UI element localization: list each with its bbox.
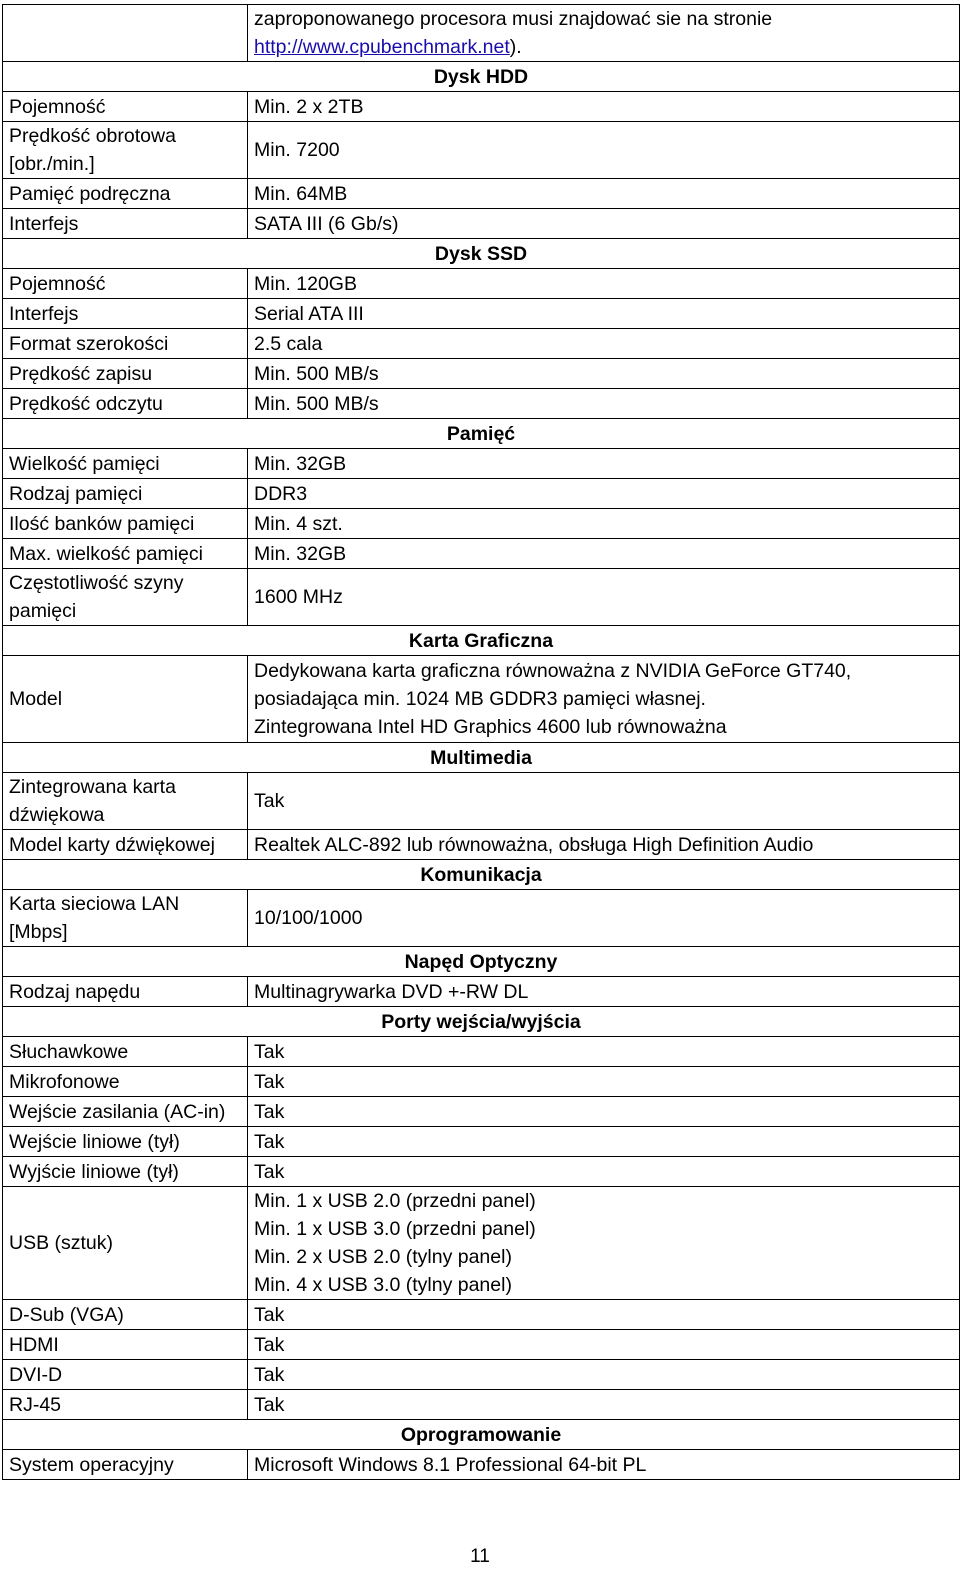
table-row [3,656,960,743]
section-title-memory: Pamięć [3,419,960,449]
row-label: Wejście zasilania (AC-in) [3,1097,248,1127]
table-row [3,1330,960,1360]
table-row [3,329,960,359]
table-row [3,389,960,419]
section-row [3,239,960,269]
table-row [3,977,960,1007]
row-label: Prędkość odczytu [3,389,248,419]
row-label: Pojemność [3,269,248,299]
table-row [3,773,960,830]
row-label: Wielkość pamięci [3,449,248,479]
section-title-gpu: Karta Graficzna [3,626,960,656]
row-label: HDMI [3,1330,248,1360]
row-label: System operacyjny [3,1450,248,1480]
row-label: Wejście liniowe (tył) [3,1127,248,1157]
row-value [248,656,960,743]
row-value: Min. 2 x 2TB [248,92,960,122]
row-value [248,1187,960,1300]
table-row [3,890,960,947]
table-row [3,92,960,122]
page-number: 11 [470,1546,490,1567]
row-value: SATA III (6 Gb/s) [248,209,960,239]
empty-label-cell [3,5,248,62]
row-value: Min. 7200 [248,122,960,179]
row-value: Tak [248,1360,960,1390]
section-row [3,1420,960,1450]
table-row [3,359,960,389]
usb-line: Min. 2 x USB 2.0 (tylny panel) [254,1246,512,1268]
row-label: Model [3,656,248,743]
row-value: Tak [248,1300,960,1330]
row-label: Model karty dźwiękowej [3,830,248,860]
section-title-optical: Napęd Optyczny [3,947,960,977]
row-label: Pamięć podręczna [3,179,248,209]
row-label: Format szerokości [3,329,248,359]
row-value: Tak [248,1067,960,1097]
row-label: Interfejs [3,299,248,329]
table-row [3,830,960,860]
table-row [3,569,960,626]
row-value: 10/100/1000 [248,890,960,947]
intro-text-after: ). [509,36,522,58]
table-row [3,1157,960,1187]
table-row [3,1067,960,1097]
intro-text: zaproponowanego procesora musi znajdować sie na stronie [254,8,773,30]
section-title-multimedia: Multimedia [3,743,960,773]
row-value: DDR3 [248,479,960,509]
row-label: Rodzaj napędu [3,977,248,1007]
row-value: Microsoft Windows 8.1 Professional 64-bit PL [248,1450,960,1480]
row-label: DVI-D [3,1360,248,1390]
table-row [3,179,960,209]
section-title-hdd: Dysk HDD [3,62,960,92]
row-value: Realtek ALC-892 lub równoważna, obsługa High Definition Audio [248,830,960,860]
row-value: Multinagrywarka DVD +-RW DL [248,977,960,1007]
table-row [3,1187,960,1300]
usb-line: Min. 1 x USB 2.0 (przedni panel) [254,1190,536,1212]
row-label: RJ-45 [3,1390,248,1420]
row-label: Max. wielkość pamięci [3,539,248,569]
spec-document [2,4,959,1480]
row-value: Tak [248,1157,960,1187]
gpu-line: posiadająca min. 1024 MB GDDR3 pamięci własnej. [254,688,706,710]
usb-line: Min. 4 x USB 3.0 (tylny panel) [254,1274,512,1296]
row-label: USB (sztuk) [3,1187,248,1300]
row-value: 1600 MHz [248,569,960,626]
row-label: Rodzaj pamięci [3,479,248,509]
row-value: Tak [248,1037,960,1067]
section-title-ssd: Dysk SSD [3,239,960,269]
row-value: Min. 4 szt. [248,509,960,539]
row-label: Interfejs [3,209,248,239]
row-label: Zintegrowana karta dźwiękowa [3,773,248,830]
row-value: Tak [248,773,960,830]
section-row [3,1007,960,1037]
table-row [3,1300,960,1330]
table-row [3,299,960,329]
table-row [3,449,960,479]
row-label: Prędkość obrotowa [obr./min.] [3,122,248,179]
row-label: Pojemność [3,92,248,122]
table-row [3,1037,960,1067]
row-value: Tak [248,1127,960,1157]
row-label: Częstotliwość szyny pamięci [3,569,248,626]
row-label: Karta sieciowa LAN [Mbps] [3,890,248,947]
table-row [3,122,960,179]
row-value: Min. 500 MB/s [248,389,960,419]
row-value: Tak [248,1330,960,1360]
table-row [3,1360,960,1390]
usb-line: Min. 1 x USB 3.0 (przedni panel) [254,1218,536,1240]
table-row [3,1390,960,1420]
row-value: Serial ATA III [248,299,960,329]
intro-cell [248,5,960,62]
section-row [3,419,960,449]
table-row [3,539,960,569]
section-title-software: Oprogramowanie [3,1420,960,1450]
row-value: Min. 120GB [248,269,960,299]
table-row [3,509,960,539]
section-row [3,947,960,977]
row-value: Min. 64MB [248,179,960,209]
section-row [3,626,960,656]
row-label: Ilość banków pamięci [3,509,248,539]
table-row [3,269,960,299]
table-row [3,1450,960,1480]
table-row [3,209,960,239]
row-value: Min. 32GB [248,539,960,569]
section-row [3,860,960,890]
specification-table [2,4,960,1480]
cpubenchmark-link[interactable]: http://www.cpubenchmark.net [254,36,510,58]
section-title-communication: Komunikacja [3,860,960,890]
gpu-line: Zintegrowana Intel HD Graphics 4600 lub równoważna [254,716,727,738]
row-label: Wyjście liniowe (tył) [3,1157,248,1187]
table-row [3,1127,960,1157]
row-label: Mikrofonowe [3,1067,248,1097]
section-title-ports: Porty wejścia/wyjścia [3,1007,960,1037]
table-row [3,1097,960,1127]
row-label: D-Sub (VGA) [3,1300,248,1330]
row-label: Słuchawkowe [3,1037,248,1067]
row-value: 2.5 cala [248,329,960,359]
row-value: Min. 500 MB/s [248,359,960,389]
table-row [3,479,960,509]
table-row [3,5,960,62]
row-value: Min. 32GB [248,449,960,479]
row-value: Tak [248,1390,960,1420]
row-value: Tak [248,1097,960,1127]
section-row [3,62,960,92]
row-label: Prędkość zapisu [3,359,248,389]
gpu-line: Dedykowana karta graficzna równoważna z NVIDIA GeForce GT740, [254,660,852,682]
section-row [3,743,960,773]
